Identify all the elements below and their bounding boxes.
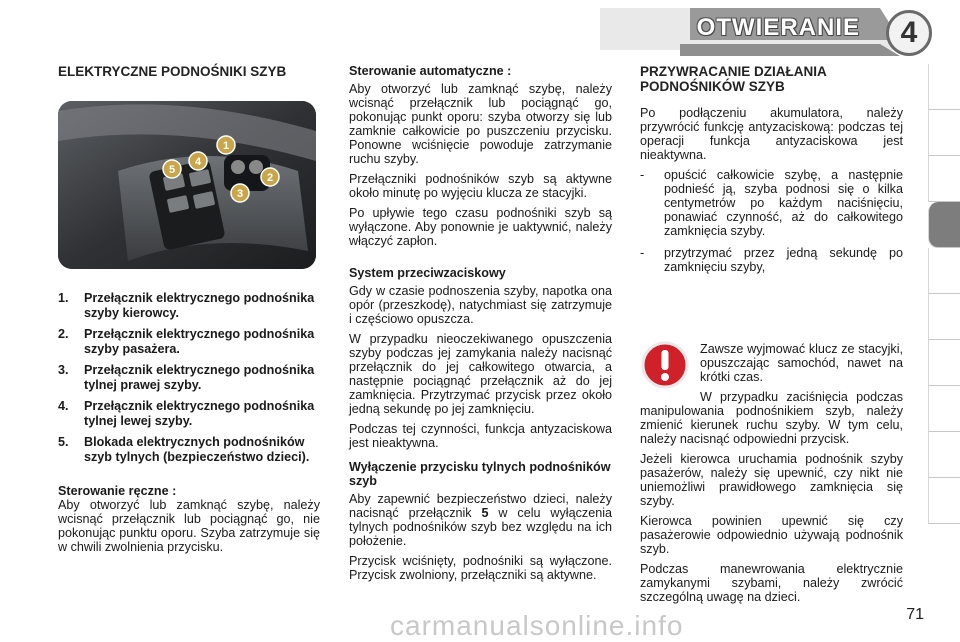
chapter-tab[interactable] bbox=[928, 156, 960, 202]
anti-pinch-text-3: Podczas tej czynności, funkcja antyzaciskowa jest nieaktywna. bbox=[349, 422, 612, 450]
auto-control-text-1: Aby otworzyć lub zamknąć szybę, należy wcisnąć przełącznik lub pociągnąć go, pokonując punkt oporu: szyba otworzy się lub zamknie całkowicie po puszczeniu przycisku. Ponowne wciśnięcie powoduje zatrzymanie ruchu szyby. bbox=[349, 82, 612, 166]
callout-5 bbox=[163, 160, 181, 178]
svg-text:3: 3 bbox=[236, 188, 244, 200]
rear-lock-text-1: Aby zapewnić bezpieczeństwo dzieci, należy nacisnąć przełącznik 5 w celu wyłączenia tylnych podnośników szyb bez względu na ich położenie. bbox=[349, 492, 612, 548]
section-heading-reinit: PRZYWRACANIE DZIAŁANIA PODNOŚNIKÓW SZYB bbox=[640, 64, 827, 94]
auto-control-title: Sterowanie automatyczne : bbox=[349, 64, 512, 78]
legend-item: 4. Przełącznik elektrycznego podnośnika tylnej lewej szyby. bbox=[58, 399, 315, 428]
left-column bbox=[58, 64, 320, 560]
svg-text:4: 4 bbox=[194, 156, 202, 168]
warning-text-1: Zawsze wyjmować klucz ze stacyjki, opuszczając samochód, nawet na krótki czas. bbox=[700, 342, 903, 384]
anti-pinch-text-2: W przypadku nieoczekiwanego opuszczenia szyby podczas jej zamykania należy nacisnąć przełącznik do jej całkowitego otwarcia, a następnie pociągnąć przełącznik aż do jej zamknięcia. Przytrzymać przycisk przez około jedną sekundę po jej zamknięciu. bbox=[349, 332, 612, 416]
legend-item: 1. Przełącznik elektrycznego podnośnika szyby kierowcy. bbox=[58, 291, 315, 320]
reinit-step: - opuścić całkowicie szybę, a następnie podnieść ją, szyba podnosi się o kilka centymetrów po każdym naciśnięciu, ponawiać czynność, aż do całkowitego zamknięcia szyby. bbox=[640, 168, 903, 238]
chapter-tab[interactable] bbox=[928, 110, 960, 156]
rear-lock-title: Wyłączenie przycisku tylnych podnośników szyb bbox=[349, 460, 611, 488]
chapter-tab[interactable] bbox=[928, 294, 960, 340]
warning-text-3: Jeżeli kierowca uruchamia podnośnik szyby pasażerów, należy się upewnić, czy nikt nie uniemożliwi prawidłowego zamknięcia się szyby. bbox=[640, 452, 903, 508]
svg-text:5: 5 bbox=[168, 164, 176, 176]
reinit-step: - przytrzymać przez jedną sekundę po zamknięciu szyby, bbox=[640, 246, 903, 274]
callout-1 bbox=[217, 136, 235, 154]
chapter-tab-active[interactable] bbox=[928, 202, 960, 248]
page-number: 71 bbox=[906, 606, 924, 623]
legend-item: 2. Przełącznik elektrycznego podnośnika szyby pasażera. bbox=[58, 327, 315, 356]
warning-text-5: Podczas manewrowania elektrycznie zamykanymi szybami, należy zwrócić szczególną uwagę na dzieci. bbox=[640, 562, 903, 604]
warning-text-4: Kierowca powinien upewnić się czy pasażerowie odpowiednio używają podnośnik szyb. bbox=[640, 514, 903, 556]
callout-3 bbox=[231, 184, 249, 202]
callout-2 bbox=[261, 168, 279, 186]
chapter-tab[interactable] bbox=[928, 386, 960, 432]
chapter-tab[interactable] bbox=[928, 478, 960, 524]
reinit-intro: Po podłączeniu akumulatora, należy przywrócić funkcję antyzaciskową: podczas tej operacji funkcja antyzaciskowa jest nieaktywna. bbox=[640, 106, 903, 162]
callout-4 bbox=[189, 152, 207, 170]
warning-text-2: W przypadku zaciśnięcia podczas manipulowania podnośnikiem szyb, należy zmienić kierunek ruchu szyby. W tym celu, należy nacisnąć odpowiedni przycisk. bbox=[640, 390, 903, 446]
manual-control-title: Sterowanie ręczne : bbox=[58, 484, 177, 498]
right-column bbox=[640, 64, 903, 604]
middle-column bbox=[349, 64, 612, 588]
legend-item: 3. Przełącznik elektrycznego podnośnika tylnej prawej szyby. bbox=[58, 363, 315, 392]
chapter-tabs bbox=[928, 64, 960, 524]
door-switch-panel-photo bbox=[58, 101, 316, 269]
rear-lock-text-2: Przycisk wciśnięty, podnośniki są wyłączone. Przycisk zwolniony, przełączniki są aktywne. bbox=[349, 554, 612, 582]
chapter-tab[interactable] bbox=[928, 432, 960, 478]
page-title: OTWIERANIE bbox=[696, 14, 860, 41]
watermark: carmanualsonline.info bbox=[390, 610, 684, 641]
chapter-tab[interactable] bbox=[928, 340, 960, 386]
switch-legend-list bbox=[58, 291, 320, 464]
anti-pinch-title: System przeciwzaciskowy bbox=[349, 266, 506, 280]
manual-control-text: Aby otworzyć lub zamknąć szybę, należy wcisnąć przełącznik lub pociągnąć go, nie pokonując punktu oporu. Szyba zatrzymuje się w chwili zwolnienia przycisku. bbox=[58, 498, 320, 554]
auto-control-text-3: Po upływie tego czasu podnośniki szyb są wyłączone. Aby ponownie je uaktywnić, należy włączyć zapłon. bbox=[349, 206, 612, 248]
chapter-number-badge: 4 bbox=[886, 10, 932, 56]
auto-control-text-2: Przełączniki podnośników szyb są aktywne około minutę po wyjęciu klucza ze stacyjki. bbox=[349, 172, 612, 200]
svg-text:1: 1 bbox=[222, 140, 230, 152]
chapter-tab[interactable] bbox=[928, 64, 960, 110]
page-header bbox=[0, 0, 960, 60]
warning-exclamation-icon bbox=[640, 340, 690, 390]
svg-text:2: 2 bbox=[266, 172, 274, 184]
section-heading-power-windows: ELEKTRYCZNE PODNOŚNIKI SZYB bbox=[58, 64, 287, 79]
legend-item: 5. Blokada elektrycznych podnośników szyb tylnych (bezpieczeństwo dzieci). bbox=[58, 435, 310, 464]
chapter-tab[interactable] bbox=[928, 248, 960, 294]
anti-pinch-text-1: Gdy w czasie podnoszenia szyby, napotka ona opór (przeszkodę), natychmiast się zatrzymuje i częściowo opuszcza. bbox=[349, 284, 612, 326]
